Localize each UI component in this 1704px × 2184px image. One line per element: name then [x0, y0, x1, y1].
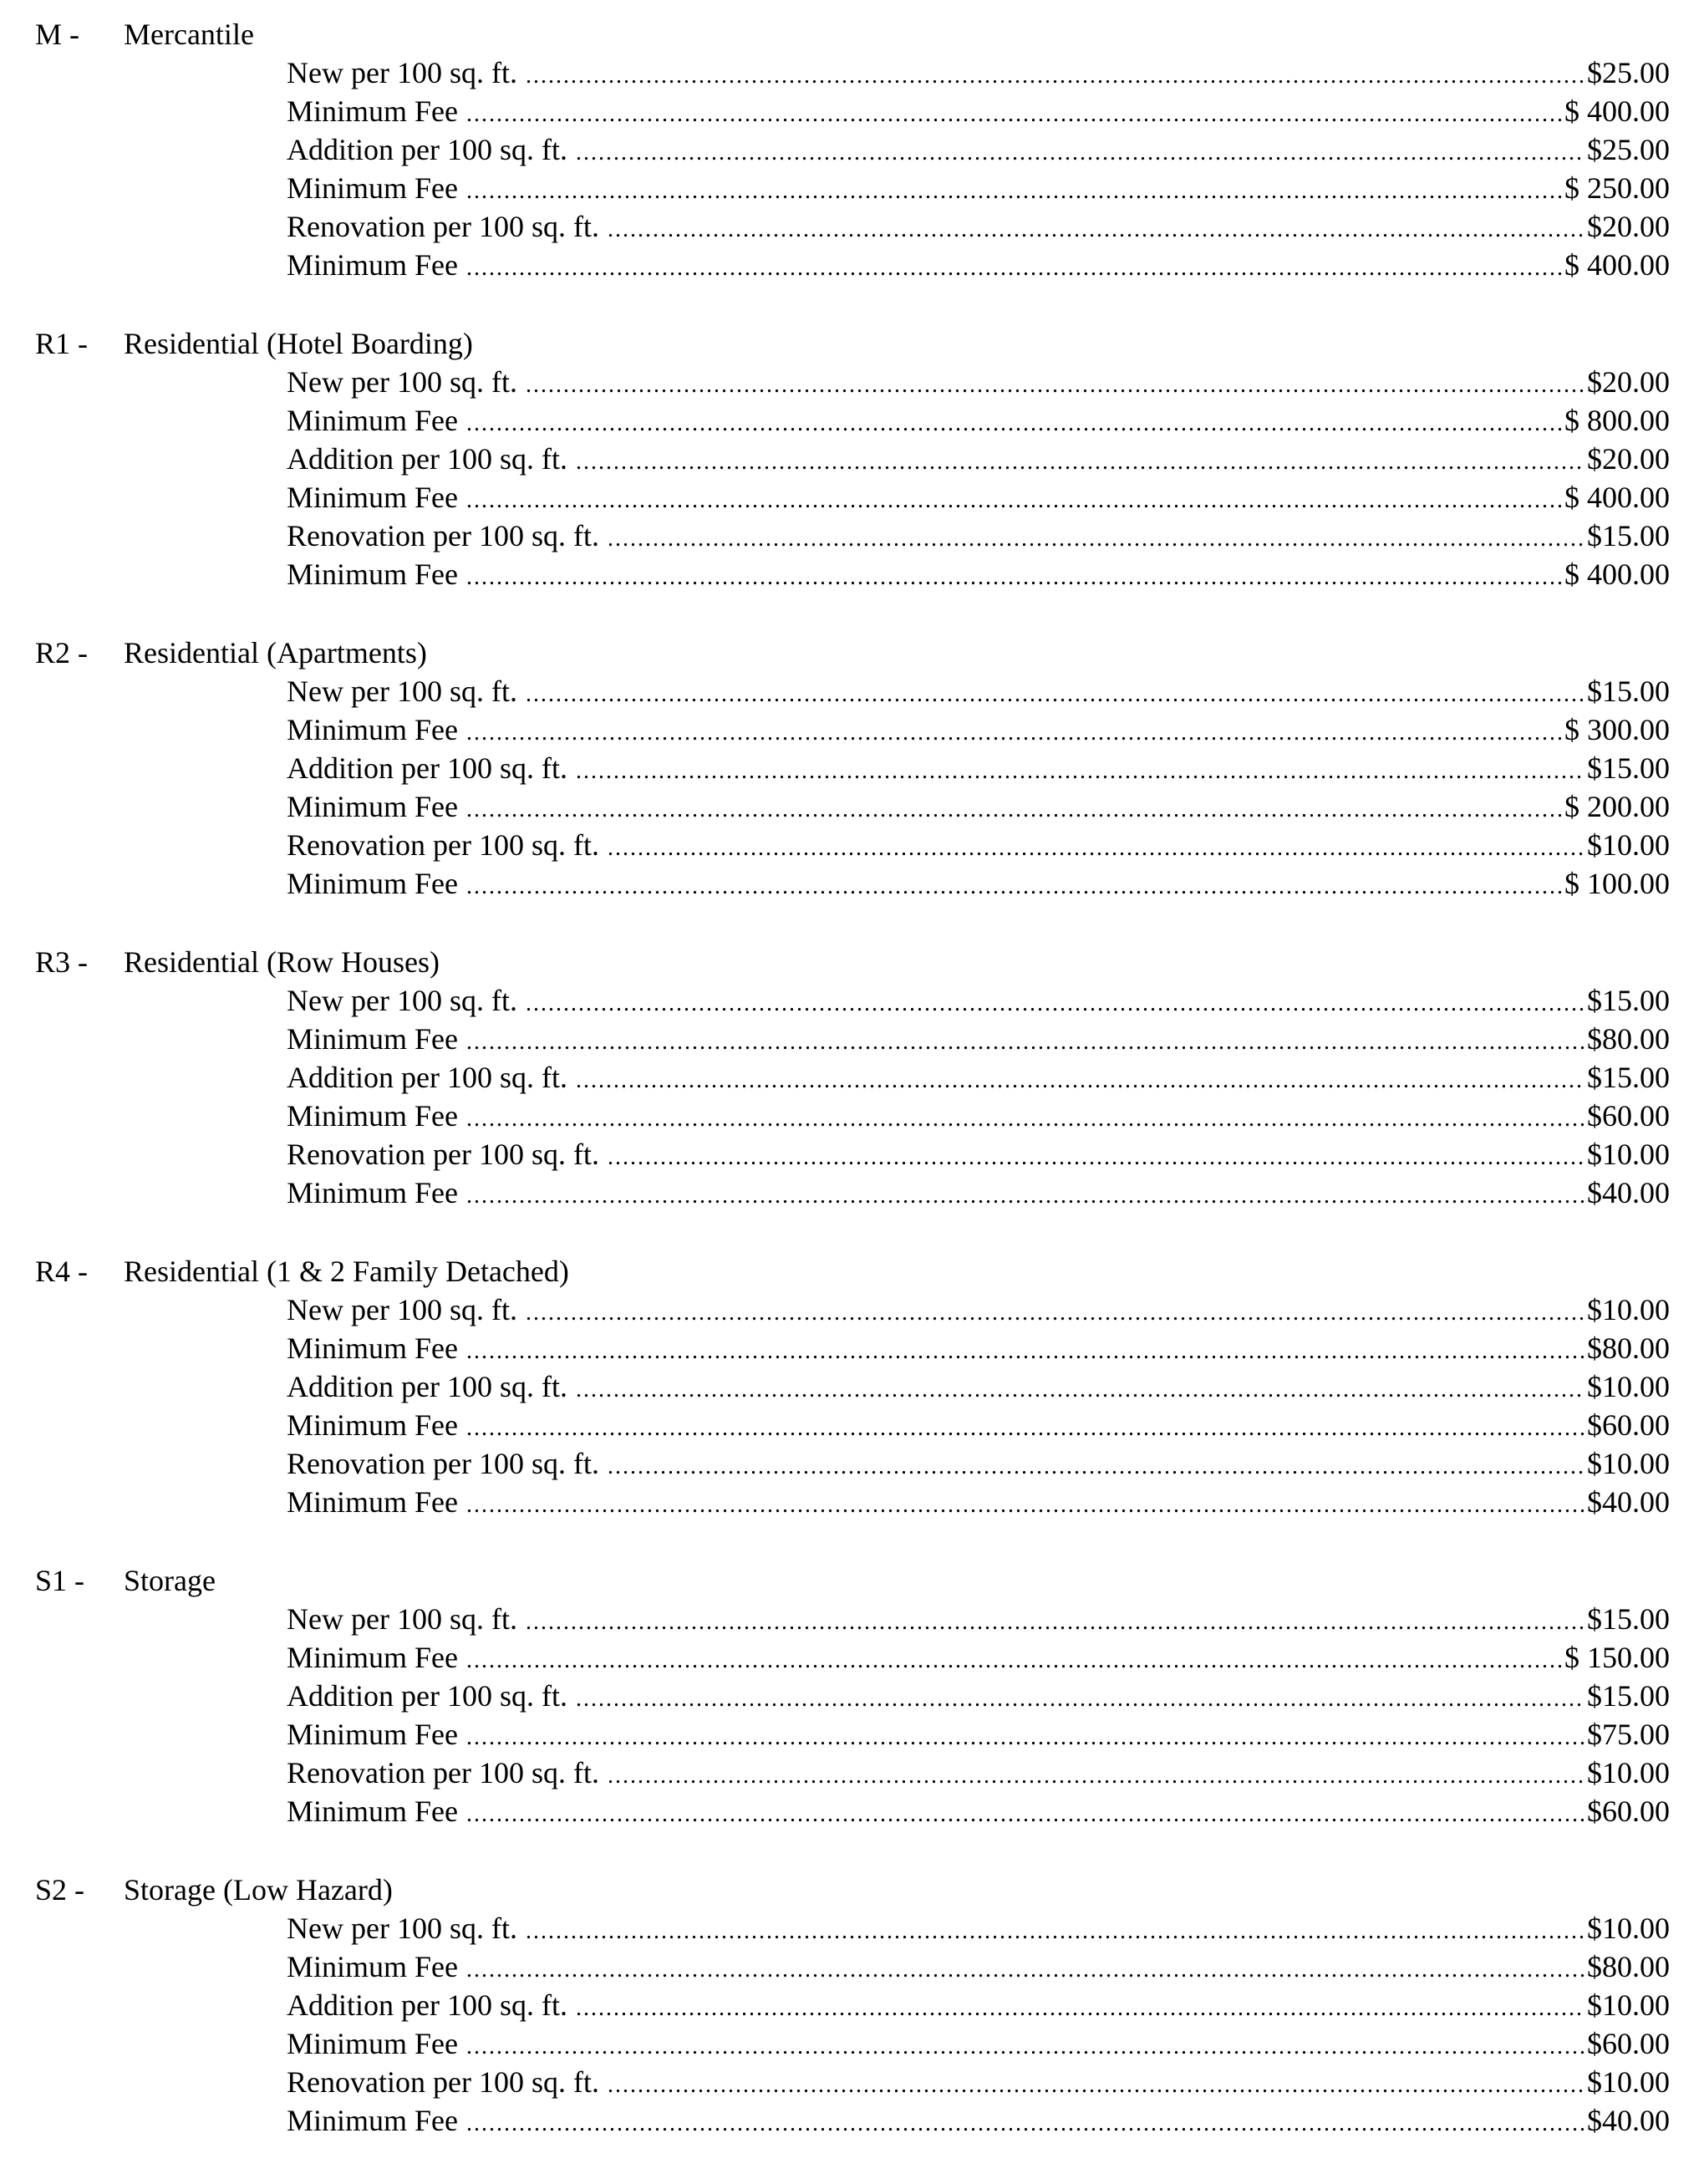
fee-label: Addition per 100 sq. ft. [287, 1679, 567, 1713]
occupancy-group-mercantile [0, 15, 1704, 284]
fee-row [287, 1406, 1670, 1444]
fee-label: Minimum Fee [287, 404, 458, 437]
fee-value: $60.00 [1587, 1099, 1670, 1133]
fee-row [287, 1909, 1670, 1947]
dot-leader [466, 714, 1563, 752]
dot-leader [466, 1177, 1585, 1215]
dot-leader [466, 249, 1563, 288]
fee-label: Renovation per 100 sq. ft. [287, 210, 599, 243]
fee-row [287, 710, 1670, 749]
occupancy-group-r2 [0, 634, 1704, 903]
fee-row [287, 440, 1670, 478]
fee-row [287, 1600, 1670, 1638]
group-header [0, 1561, 1704, 1600]
fee-value: $80.00 [1587, 1950, 1670, 1983]
fee-row [287, 864, 1670, 903]
occupancy-title: Residential (1 & 2 Family Detached) [124, 1255, 569, 1288]
group-header [0, 943, 1704, 981]
fee-label: Minimum Fee [287, 1099, 458, 1133]
fee-value: $75.00 [1587, 1718, 1670, 1751]
fee-row [287, 401, 1670, 440]
fee-label: Minimum Fee [287, 1950, 458, 1983]
fee-row [287, 749, 1670, 787]
fee-label: Minimum Fee [287, 1408, 458, 1442]
occupancy-code: R2 - [35, 636, 88, 669]
fee-row [287, 53, 1670, 92]
fee-value: $ 250.00 [1564, 171, 1670, 205]
fee-value: $10.00 [1587, 1370, 1670, 1403]
fee-label: Renovation per 100 sq. ft. [287, 1447, 599, 1480]
fee-row [287, 1677, 1670, 1715]
fee-value: $15.00 [1587, 1061, 1670, 1094]
occupancy-title: Residential (Row Houses) [124, 945, 440, 979]
fee-row [287, 1135, 1670, 1173]
fee-row [287, 1020, 1670, 1058]
fee-label: Minimum Fee [287, 2104, 458, 2137]
occupancy-code: S2 - [35, 1873, 85, 1907]
fee-row [287, 246, 1670, 284]
fee-value: $10.00 [1587, 1912, 1670, 1945]
dot-leader [576, 1061, 1585, 1100]
dot-leader [608, 2066, 1585, 2105]
dot-leader [608, 520, 1585, 558]
fee-label: Minimum Fee [287, 1795, 458, 1828]
fee-row [287, 555, 1670, 593]
occupancy-group-r1 [0, 324, 1704, 593]
fee-value: $80.00 [1587, 1331, 1670, 1365]
fee-row [287, 169, 1670, 207]
fee-value: $15.00 [1587, 1679, 1670, 1713]
fee-value: $ 300.00 [1564, 713, 1670, 746]
fee-row [287, 92, 1670, 130]
fee-value: $40.00 [1587, 1176, 1670, 1209]
fee-value: $40.00 [1587, 1485, 1670, 1519]
dot-leader [466, 1409, 1585, 1448]
occupancy-title: Storage (Low Hazard) [124, 1873, 393, 1907]
dot-leader [576, 752, 1585, 791]
dot-leader [526, 675, 1585, 714]
fee-value: $20.00 [1587, 442, 1670, 476]
fee-label: Minimum Fee [287, 1331, 458, 1365]
fee-label: New per 100 sq. ft. [287, 1912, 517, 1945]
dot-leader [526, 1603, 1585, 1642]
fee-row [287, 1173, 1670, 1212]
fee-label: Renovation per 100 sq. ft. [287, 1756, 599, 1789]
occupancy-code: R4 - [35, 1255, 88, 1288]
fee-label: Minimum Fee [287, 94, 458, 128]
dot-leader [466, 2105, 1585, 2143]
fee-value: $25.00 [1587, 56, 1670, 89]
dot-leader [466, 1795, 1585, 1834]
dot-leader [608, 829, 1585, 868]
fee-row [287, 478, 1670, 517]
fee-row [287, 1986, 1670, 2024]
fee-value: $10.00 [1587, 1138, 1670, 1171]
fee-row [287, 1329, 1670, 1367]
fee-value: $10.00 [1587, 1447, 1670, 1480]
fee-label: Minimum Fee [287, 1718, 458, 1751]
fee-label: Minimum Fee [287, 557, 458, 591]
dot-leader [466, 2028, 1585, 2066]
fee-label: New per 100 sq. ft. [287, 675, 517, 708]
fee-value: $ 400.00 [1564, 248, 1670, 282]
dot-leader [466, 481, 1563, 520]
dot-leader [526, 366, 1585, 405]
fee-value: $10.00 [1587, 828, 1670, 862]
fee-row [287, 2063, 1670, 2101]
dot-leader [466, 791, 1563, 829]
dot-leader [466, 868, 1563, 906]
fee-label: Minimum Fee [287, 171, 458, 205]
occupancy-group-s2 [0, 1871, 1704, 2140]
dot-leader [466, 1100, 1585, 1138]
fee-value: $10.00 [1587, 1756, 1670, 1789]
fee-row [287, 1444, 1670, 1483]
group-header [0, 1871, 1704, 1909]
fee-row [287, 517, 1670, 555]
fee-row [287, 1715, 1670, 1754]
fee-label: New per 100 sq. ft. [287, 984, 517, 1017]
fee-row [287, 787, 1670, 826]
fee-row [287, 130, 1670, 169]
dot-leader [576, 1371, 1585, 1409]
dot-leader [608, 211, 1585, 249]
dot-leader [466, 558, 1563, 597]
fee-label: Minimum Fee [287, 2027, 458, 2060]
fee-label: Minimum Fee [287, 1022, 458, 1056]
fee-row [287, 1367, 1670, 1406]
fee-label: Addition per 100 sq. ft. [287, 133, 567, 166]
fee-label: Minimum Fee [287, 1176, 458, 1209]
fee-label: New per 100 sq. ft. [287, 1602, 517, 1636]
fee-value: $15.00 [1587, 751, 1670, 785]
fee-row [287, 1291, 1670, 1329]
fee-value: $10.00 [1587, 1988, 1670, 2022]
dot-leader [466, 1951, 1585, 1989]
fee-label: New per 100 sq. ft. [287, 1293, 517, 1326]
dot-leader [576, 1989, 1585, 2028]
fee-row [287, 981, 1670, 1020]
dot-leader [576, 443, 1585, 481]
dot-leader [466, 1332, 1585, 1371]
group-header [0, 634, 1704, 672]
fee-row [287, 672, 1670, 710]
occupancy-code: R3 - [35, 945, 88, 979]
fee-row [287, 1097, 1670, 1135]
dot-leader [466, 1642, 1563, 1680]
fee-label: Addition per 100 sq. ft. [287, 1370, 567, 1403]
fee-row [287, 1947, 1670, 1986]
fee-row [287, 1483, 1670, 1521]
dot-leader [526, 57, 1585, 95]
dot-leader [608, 1138, 1585, 1177]
fee-label: Minimum Fee [287, 867, 458, 900]
fee-row [287, 1638, 1670, 1677]
dot-leader [608, 1448, 1585, 1486]
fee-label: New per 100 sq. ft. [287, 56, 517, 89]
fee-row [287, 2024, 1670, 2063]
fee-value: $ 400.00 [1564, 94, 1670, 128]
dot-leader [608, 1757, 1585, 1795]
fee-value: $20.00 [1587, 365, 1670, 399]
fee-value: $80.00 [1587, 1022, 1670, 1056]
occupancy-group-r3 [0, 943, 1704, 1212]
fee-label: Addition per 100 sq. ft. [287, 1988, 567, 2022]
fee-label: Renovation per 100 sq. ft. [287, 2065, 599, 2099]
dot-leader [466, 1718, 1585, 1757]
fee-label: Renovation per 100 sq. ft. [287, 519, 599, 552]
fee-value: $40.00 [1587, 2104, 1670, 2137]
fee-value: $15.00 [1587, 1602, 1670, 1636]
occupancy-title: Residential (Hotel Boarding) [124, 327, 473, 360]
group-header [0, 15, 1704, 53]
dot-leader [526, 985, 1585, 1023]
fee-label: Addition per 100 sq. ft. [287, 442, 567, 476]
fee-value: $60.00 [1587, 2027, 1670, 2060]
fee-row [287, 826, 1670, 864]
fee-value: $15.00 [1587, 519, 1670, 552]
fee-label: Minimum Fee [287, 713, 458, 746]
group-header [0, 1252, 1704, 1291]
occupancy-group-r4 [0, 1252, 1704, 1521]
fee-label: Minimum Fee [287, 481, 458, 514]
occupancy-code: R1 - [35, 327, 88, 360]
fee-label: Renovation per 100 sq. ft. [287, 828, 599, 862]
fee-value: $10.00 [1587, 2065, 1670, 2099]
fee-value: $15.00 [1587, 675, 1670, 708]
fee-value: $ 150.00 [1564, 1641, 1670, 1674]
fee-row [287, 363, 1670, 401]
fee-label: Minimum Fee [287, 1641, 458, 1674]
fee-label: Addition per 100 sq. ft. [287, 1061, 567, 1094]
dot-leader [466, 1486, 1585, 1525]
fee-label: Minimum Fee [287, 1485, 458, 1519]
fee-row [287, 207, 1670, 246]
occupancy-code: M - [35, 18, 79, 51]
fee-value: $60.00 [1587, 1408, 1670, 1442]
fee-value: $ 800.00 [1564, 404, 1670, 437]
fee-label: Minimum Fee [287, 248, 458, 282]
fee-value: $ 400.00 [1564, 481, 1670, 514]
fee-schedule-page [0, 15, 1704, 2180]
occupancy-title: Residential (Apartments) [124, 636, 427, 669]
occupancy-group-s1 [0, 1561, 1704, 1830]
fee-row [287, 2101, 1670, 2140]
fee-value: $15.00 [1587, 984, 1670, 1017]
dot-leader [466, 172, 1563, 211]
fee-value: $10.00 [1587, 1293, 1670, 1326]
dot-leader [526, 1294, 1585, 1332]
dot-leader [466, 95, 1563, 134]
dot-leader [576, 134, 1585, 172]
occupancy-title: Storage [124, 1564, 216, 1597]
fee-row [287, 1058, 1670, 1097]
fee-value: $ 200.00 [1564, 790, 1670, 823]
fee-value: $20.00 [1587, 210, 1670, 243]
fee-label: Addition per 100 sq. ft. [287, 751, 567, 785]
fee-value: $60.00 [1587, 1795, 1670, 1828]
group-header [0, 324, 1704, 363]
fee-value: $ 100.00 [1564, 867, 1670, 900]
fee-value: $25.00 [1587, 133, 1670, 166]
fee-row [287, 1792, 1670, 1830]
dot-leader [466, 1023, 1585, 1061]
dot-leader [526, 1912, 1585, 1951]
occupancy-code: S1 - [35, 1564, 85, 1597]
fee-label: Minimum Fee [287, 790, 458, 823]
dot-leader [576, 1680, 1585, 1718]
fee-value: $ 400.00 [1564, 557, 1670, 591]
occupancy-title: Mercantile [124, 18, 254, 51]
fee-row [287, 1754, 1670, 1792]
dot-leader [466, 405, 1563, 443]
fee-label: Renovation per 100 sq. ft. [287, 1138, 599, 1171]
fee-label: New per 100 sq. ft. [287, 365, 517, 399]
